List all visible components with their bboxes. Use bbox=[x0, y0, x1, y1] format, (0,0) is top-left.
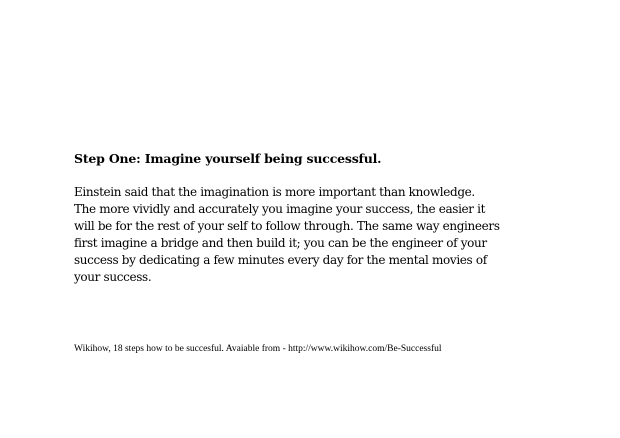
body-paragraph bbox=[74, 184, 544, 287]
paragraph-line: The more vividly and accurately you imagine your success, the easier it bbox=[74, 202, 486, 217]
paragraph-line: success by dedicating a few minutes every day for the mental movies of bbox=[74, 253, 487, 268]
source-citation: Wikihow, 18 steps how to be succesful. Avaiable from - http://www.wikihow.com/Be-Successful bbox=[74, 344, 442, 354]
paragraph-line: first imagine a bridge and then build it; you can be the engineer of your bbox=[74, 236, 487, 251]
paragraph-line: your success. bbox=[74, 270, 152, 285]
paragraph-line: Einstein said that the imagination is more important than knowledge. bbox=[74, 185, 475, 199]
step-heading: Step One: Imagine yourself being successful. bbox=[74, 151, 382, 166]
paragraph-line: will be for the rest of your self to follow through. The same way engineers bbox=[74, 219, 500, 234]
